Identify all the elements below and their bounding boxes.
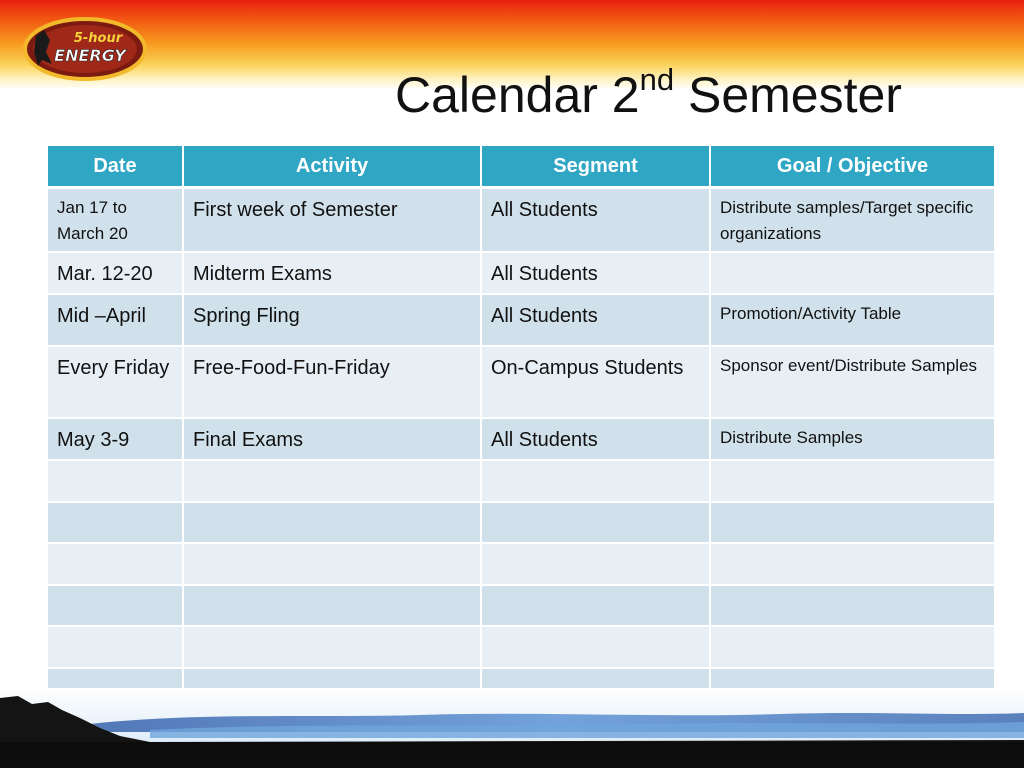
logo-text-bottom: ENERGY	[54, 46, 126, 65]
cell-date	[47, 543, 183, 585]
table-row	[47, 460, 995, 502]
cell-activity: Free-Food-Fun-Friday	[183, 346, 481, 418]
cell-segment	[481, 460, 710, 502]
cell-goal	[710, 502, 995, 543]
table-header-row	[47, 145, 995, 188]
cell-segment: All Students	[481, 252, 710, 294]
cell-goal	[710, 252, 995, 294]
header-goal: Goal / Objective	[710, 145, 995, 188]
cell-date: Mar. 12-20	[47, 252, 183, 294]
cell-date: Mid –April	[47, 294, 183, 346]
cell-goal	[710, 543, 995, 585]
table-row	[47, 543, 995, 585]
cell-goal: Distribute Samples	[710, 418, 995, 460]
cell-segment	[481, 585, 710, 626]
cell-goal: Distribute samples/Target specific organizations	[710, 188, 995, 253]
cell-activity: Final Exams	[183, 418, 481, 460]
cell-goal	[710, 626, 995, 668]
cell-activity: Spring Fling	[183, 294, 481, 346]
cell-activity	[183, 626, 481, 668]
table-row	[47, 502, 995, 543]
cell-date	[47, 585, 183, 626]
header-segment: Segment	[481, 145, 710, 188]
cell-activity: Midterm Exams	[183, 252, 481, 294]
table-row	[47, 252, 995, 294]
cell-activity: First week of Semester	[183, 188, 481, 253]
table-row	[47, 294, 995, 346]
table-row	[47, 188, 995, 253]
cell-goal	[710, 460, 995, 502]
calendar-table	[46, 144, 996, 710]
title-superscript: nd	[639, 62, 675, 98]
table-row	[47, 346, 995, 418]
cell-activity	[183, 585, 481, 626]
cell-segment	[481, 543, 710, 585]
cell-activity	[183, 502, 481, 543]
table-row	[47, 585, 995, 626]
cell-segment	[481, 626, 710, 668]
table-row	[47, 418, 995, 460]
header-activity: Activity	[183, 145, 481, 188]
cell-date	[47, 626, 183, 668]
cell-segment: All Students	[481, 418, 710, 460]
cell-date: May 3-9	[47, 418, 183, 460]
cell-date	[47, 502, 183, 543]
energy-logo	[22, 16, 148, 82]
cell-segment	[481, 502, 710, 543]
cell-goal: Sponsor event/Distribute Samples	[710, 346, 995, 418]
cell-goal	[710, 585, 995, 626]
title-main: Calendar 2	[395, 67, 640, 123]
header-date: Date	[47, 145, 183, 188]
cell-date: Every Friday	[47, 346, 183, 418]
cell-date	[47, 460, 183, 502]
title-suffix: Semester	[674, 67, 902, 123]
cell-segment: All Students	[481, 294, 710, 346]
cell-activity	[183, 543, 481, 585]
logo-text-top: 5-hour	[73, 31, 123, 46]
cell-activity	[183, 460, 481, 502]
table-row	[47, 626, 995, 668]
cell-date: Jan 17 to March 20	[47, 188, 183, 253]
cell-goal: Promotion/Activity Table	[710, 294, 995, 346]
cell-segment: On-Campus Students	[481, 346, 710, 418]
page-title	[395, 62, 995, 128]
bottom-landscape-decoration	[0, 688, 1024, 768]
cell-segment: All Students	[481, 188, 710, 253]
